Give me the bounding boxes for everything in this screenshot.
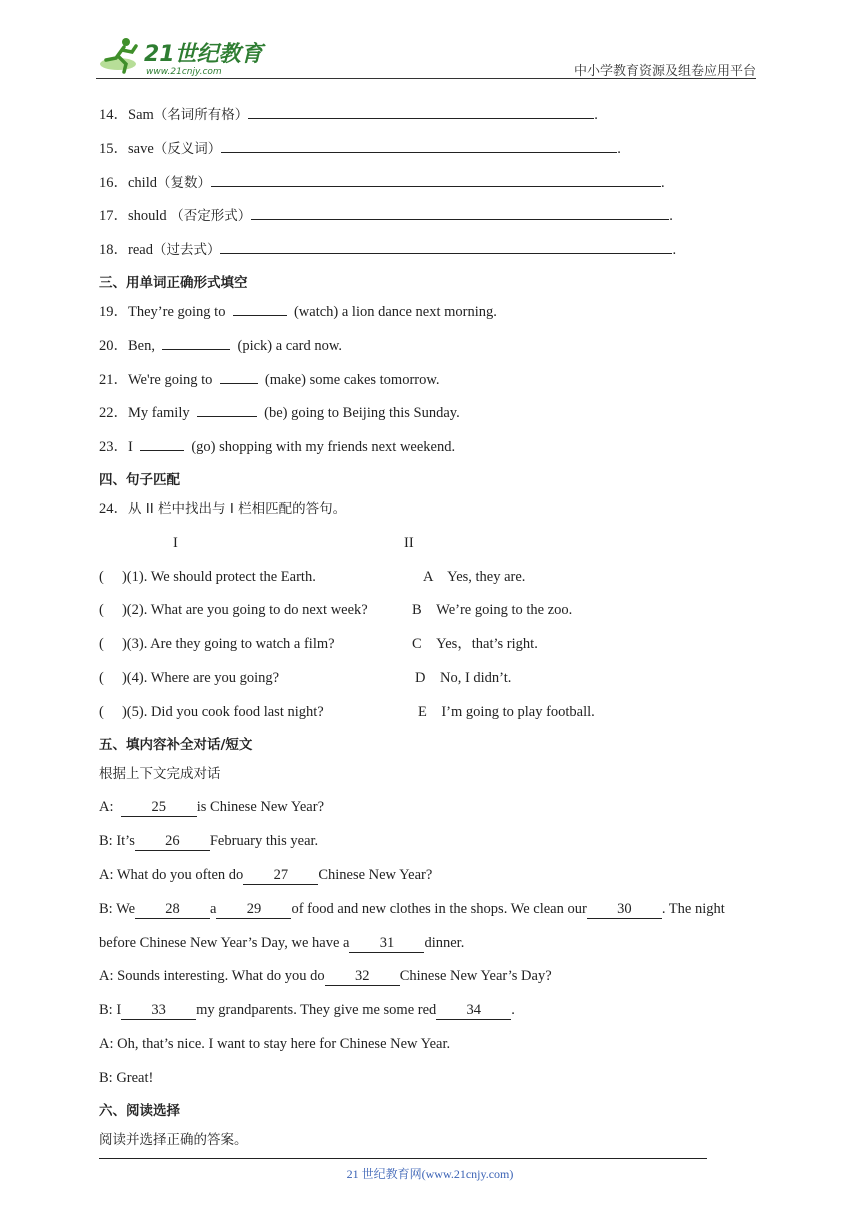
section-5-heading: 五、填内容补全对话/短文	[99, 736, 253, 753]
page-header	[0, 0, 860, 80]
svg-text:www.21cnjy.com: www.21cnjy.com	[146, 67, 222, 77]
question-15	[99, 134, 759, 168]
platform-name: 中小学教育资源及组卷应用平台	[573, 64, 756, 79]
section-4-heading: 四、句子匹配	[99, 471, 180, 488]
match-row	[99, 663, 759, 697]
match-row	[99, 595, 759, 629]
match-right: E I’m going to play football.	[418, 703, 595, 720]
dialog-text: A:	[99, 799, 114, 816]
match-left: (2). What are you going to do next week?	[126, 602, 368, 619]
answer-blank[interactable]	[162, 331, 230, 350]
answer-blank[interactable]	[220, 365, 258, 384]
dialog-text: Chinese New Year?	[318, 866, 433, 883]
question-21	[99, 365, 759, 399]
question-23	[99, 432, 759, 466]
dialog-blank[interactable]: 28	[135, 900, 210, 919]
worksheet-content	[99, 100, 759, 1158]
question-word: read	[128, 242, 153, 259]
answer-blank[interactable]	[220, 235, 672, 254]
dialog-blank[interactable]: 26	[135, 832, 210, 851]
runner-logo-icon	[96, 34, 266, 78]
dialog-text: Chinese New Year’s Day?	[399, 968, 552, 985]
page-footer: 21 世纪教育网(www.21cnjy.com)	[346, 1167, 514, 1181]
question-word: should	[128, 208, 167, 225]
dialog-text: before Chinese New Year’s Day, we have a	[99, 934, 350, 951]
dialog-blank[interactable]: 32	[325, 967, 400, 986]
question-hint: (be) going to Beijing this Sunday.	[264, 405, 460, 422]
dialog-text: A: Sounds interesting. What do you do	[99, 968, 325, 985]
column-headers	[99, 528, 759, 562]
question-number: 22．	[99, 405, 128, 422]
section-6-heading: 六、阅读选择	[99, 1102, 180, 1119]
question-hint: （过去式）	[152, 242, 221, 259]
dialog-blank[interactable]: 30	[587, 900, 662, 919]
header-divider	[96, 78, 756, 79]
answer-blank[interactable]	[211, 168, 661, 187]
dialog-blank[interactable]: 27	[243, 866, 318, 885]
period: .	[672, 242, 677, 259]
period: .	[594, 107, 598, 123]
section-6-instruction: 阅读并选择正确的答案。	[99, 1131, 248, 1148]
dialog-text: B: I	[99, 1002, 122, 1019]
dialog-line	[99, 928, 759, 962]
answer-paren[interactable]: ( )	[99, 568, 127, 585]
dialog-text: dinner.	[424, 934, 465, 951]
question-number: 14．	[99, 107, 128, 123]
question-hint: （否定形式）	[170, 208, 252, 225]
question-text: Ben,	[128, 337, 155, 354]
question-word: save	[128, 140, 154, 157]
dialog-line	[99, 792, 759, 826]
period: .	[661, 174, 665, 191]
question-16	[99, 168, 759, 202]
dialog-blank[interactable]: 34	[436, 1001, 511, 1020]
answer-blank[interactable]	[197, 398, 257, 417]
answer-blank[interactable]	[221, 134, 617, 153]
question-20	[99, 331, 759, 365]
match-right: A Yes, they are.	[423, 568, 526, 585]
question-text: They’re going to	[128, 303, 226, 320]
dialog-line	[99, 826, 759, 860]
dialog-text: February this year.	[209, 833, 319, 850]
question-number: 17．	[99, 208, 128, 225]
section-5-instruction: 根据上下文完成对话	[99, 765, 221, 782]
question-14	[99, 100, 759, 134]
question-number: 16．	[99, 174, 128, 191]
match-row	[99, 697, 759, 731]
answer-paren[interactable]: ( )	[99, 602, 127, 619]
footer-divider	[99, 1158, 707, 1159]
question-number: 21．	[99, 371, 128, 388]
match-left: (1). We should protect the Earth.	[126, 568, 316, 585]
question-number: 19．	[99, 303, 128, 320]
dialog-text: B: It’s	[99, 833, 135, 850]
answer-blank[interactable]	[140, 432, 184, 451]
match-right: D No, I didn’t.	[415, 669, 512, 686]
question-hint: （反义词）	[153, 140, 222, 157]
question-hint: (watch) a lion dance next morning.	[293, 303, 497, 320]
dialog-text: is Chinese New Year?	[196, 799, 325, 816]
question-word: child	[128, 174, 157, 191]
question-hint: (go) shopping with my friends next weekend.	[191, 439, 456, 456]
question-18	[99, 235, 759, 269]
dialog-line	[99, 961, 759, 995]
dialog-blank[interactable]: 33	[121, 1001, 196, 1020]
question-number: 24．	[99, 500, 128, 517]
question-number: 23．	[99, 439, 128, 456]
dialog-text: of food and new clothes in the shops. We clean our	[291, 900, 587, 917]
dialog-text: . The night	[661, 900, 725, 917]
svg-text:21世纪教育: 21世纪教育	[144, 42, 263, 67]
question-text: We're going to	[128, 371, 213, 388]
site-logo	[96, 34, 266, 78]
dialog-text: B: We	[99, 900, 136, 917]
question-text: My family	[128, 405, 190, 422]
period: .	[617, 140, 621, 157]
answer-blank[interactable]	[251, 201, 669, 220]
section-3-heading: 三、用单词正确形式填空	[99, 274, 248, 291]
question-hint: （复数）	[157, 174, 211, 191]
dialog-line: A: Oh, that’s nice. I want to stay here for Chinese New Year.	[99, 1035, 451, 1052]
dialog-line: B: Great!	[99, 1069, 154, 1086]
dialog-line	[99, 894, 759, 928]
column-1-header: I	[173, 534, 178, 551]
question-text: I	[128, 439, 133, 456]
answer-paren[interactable]: ( )	[99, 669, 127, 686]
match-right: B We’re going to the zoo.	[412, 602, 573, 619]
dialog-blank[interactable]: 31	[349, 934, 424, 953]
answer-paren[interactable]: ( )	[99, 703, 127, 720]
period: .	[669, 208, 673, 225]
question-hint: (pick) a card now.	[237, 337, 343, 354]
question-17	[99, 201, 759, 235]
match-left: (4). Where are you going?	[126, 669, 280, 686]
dialog-text: my grandparents. They give me some red	[196, 1002, 437, 1019]
dialog-line	[99, 860, 759, 894]
question-24	[99, 494, 759, 528]
match-row	[99, 562, 759, 596]
question-number: 18．	[99, 242, 128, 259]
dialog-line	[99, 995, 759, 1029]
match-left: (3). Are they going to watch a film?	[126, 636, 335, 653]
question-22	[99, 398, 759, 432]
dialog-text: A: What do you often do	[99, 866, 244, 883]
dialog-text: .	[511, 1002, 515, 1019]
answer-paren[interactable]: ( )	[99, 636, 127, 653]
question-instruction: 从 II 栏中找出与 I 栏相匹配的答句。	[128, 500, 347, 517]
dialog-blank[interactable]: 29	[216, 900, 291, 919]
match-right: C Yes，that’s right.	[412, 636, 538, 653]
question-hint: (make) some cakes tomorrow.	[264, 371, 440, 388]
question-number: 15．	[99, 140, 128, 157]
question-number: 20．	[99, 337, 128, 354]
answer-blank[interactable]	[233, 297, 287, 316]
match-left: (5). Did you cook food last night?	[126, 703, 324, 720]
question-19	[99, 297, 759, 331]
question-hint: （名词所有格）	[153, 107, 249, 123]
question-word: Sam	[128, 107, 154, 123]
column-2-header: II	[404, 534, 414, 551]
answer-blank[interactable]	[248, 100, 594, 119]
dialog-blank[interactable]: 25	[121, 798, 197, 817]
match-row	[99, 629, 759, 663]
dialog-text: a	[210, 900, 217, 917]
